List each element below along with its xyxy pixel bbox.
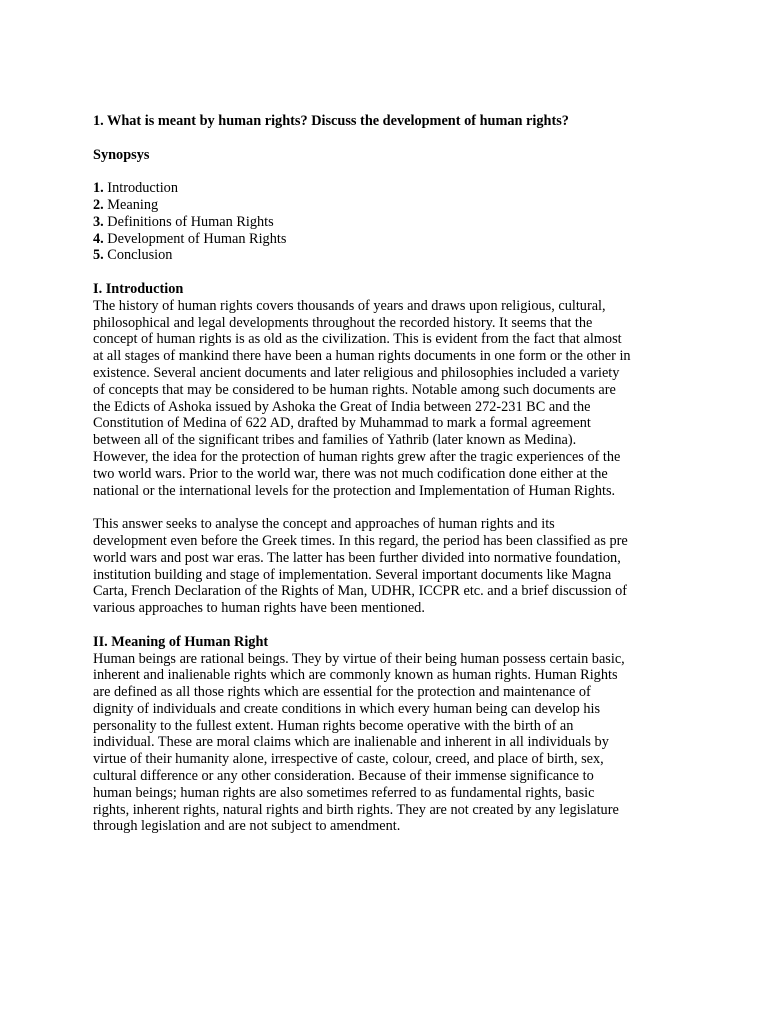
paragraph-line: various approaches to human rights have been mentioned.	[93, 600, 425, 617]
synopsis-item-label: Conclusion	[103, 247, 173, 264]
synopsis-item	[93, 214, 683, 231]
paragraph-line: the Edicts of Ashoka issued by Ashoka the Great of India between 272-231 BC and the	[93, 398, 591, 415]
synopsis-item-label: Definitions of Human Rights	[103, 213, 274, 230]
paragraph-line: The history of human rights covers thousands of years and draws upon religious, cultural,	[93, 297, 606, 314]
paragraph-line: Constitution of Medina of 622 AD, drafted by Muhammad to mark a formal agreement	[93, 415, 591, 432]
paragraph-line: existence. Several ancient documents and later religious and philosophies included a variety	[93, 364, 620, 381]
section-introduction	[93, 281, 683, 617]
synopsis-item	[93, 247, 683, 264]
paragraph-line: rights, inherent rights, natural rights and birth rights. They are not created by any legislature	[93, 801, 619, 818]
paragraph-line: virtue of their humanity alone, irrespective of caste, colour, creed, and place of birth, sex,	[93, 751, 604, 768]
paragraph-line: at all stages of mankind there have been a human rights documents in one form or the other in	[93, 348, 631, 365]
synopsis-item-label: Development of Human Rights	[103, 230, 287, 247]
synopsis-item-label: Introduction	[103, 180, 178, 197]
synopsis-list	[93, 180, 683, 264]
paragraph-line: However, the idea for the protection of human rights grew after the tragic experiences of the	[93, 448, 621, 465]
section-heading: II. Meaning of Human Right	[93, 633, 269, 650]
paragraph-line: personality to the fullest extent. Human rights become operative with the birth of an	[93, 717, 574, 734]
paragraph	[93, 651, 683, 836]
synopsis-item-number: 2.	[93, 196, 104, 213]
synopsis-item-label: Meaning	[103, 196, 159, 213]
document-page	[93, 113, 683, 852]
paragraph	[93, 298, 683, 500]
paragraph-line: national or the international levels for the protection and Implementation of Human Rights.	[93, 482, 616, 499]
synopsis-title: Synopsys	[93, 146, 150, 163]
paragraph-line: dignity of individuals and create conditions in which every human being can develop his	[93, 700, 601, 717]
question-heading: 1. What is meant by human rights? Discuss the development of human rights?	[93, 113, 569, 129]
paragraph	[93, 516, 683, 617]
synopsis-item-number: 4.	[93, 230, 104, 247]
synopsis-item-number: 1.	[93, 180, 104, 197]
paragraph-line: philosophical and legal developments throughout the recorded history. It seems that the	[93, 314, 593, 331]
paragraph-line: between all of the significant tribes and families of Yathrib (later known as Medina).	[93, 432, 577, 449]
paragraph-line: inherent and inalienable rights which are commonly known as human rights. Human Rights	[93, 667, 618, 684]
paragraph-line: development even before the Greek times. In this regard, the period has been classified as pre	[93, 532, 628, 549]
paragraph-line: human beings; human rights are also sometimes referred to as fundamental rights, basic	[93, 784, 595, 801]
paragraph-line: two world wars. Prior to the world war, there was not much codification done either at the	[93, 465, 608, 482]
paragraph-line: individual. These are moral claims which are inalienable and inherent in all individuals by	[93, 734, 609, 751]
paragraph-line: cultural difference or any other consideration. Because of their immense significance to	[93, 768, 594, 785]
paragraph-line: institution building and stage of implementation. Several important documents like Magna	[93, 566, 612, 583]
paragraph-line: of concepts that may be considered to be human rights. Notable among such documents are	[93, 381, 616, 398]
section-heading: I. Introduction	[93, 280, 184, 297]
synopsis-item	[93, 180, 683, 197]
synopsis-item	[93, 231, 683, 248]
paragraph-line: This answer seeks to analyse the concept and approaches of human rights and its	[93, 516, 555, 533]
synopsis-item-number: 5.	[93, 247, 104, 264]
paragraph-line: are defined as all those rights which are essential for the protection and maintenance of	[93, 684, 591, 701]
paragraph-line: through legislation and are not subject to amendment.	[93, 818, 401, 835]
paragraph-line: Carta, French Declaration of the Rights of Man, UDHR, ICCPR etc. and a brief discussion of	[93, 583, 628, 600]
section-meaning	[93, 634, 683, 836]
synopsis-item	[93, 197, 683, 214]
paragraph-line: world wars and post war eras. The latter has been further divided into normative foundation,	[93, 549, 621, 566]
synopsis-item-number: 3.	[93, 213, 104, 230]
paragraph-line: Human beings are rational beings. They by virtue of their being human possess certain basic,	[93, 650, 625, 667]
paragraph-line: concept of human rights is as old as the civilization. This is evident from the fact that almost	[93, 331, 622, 348]
